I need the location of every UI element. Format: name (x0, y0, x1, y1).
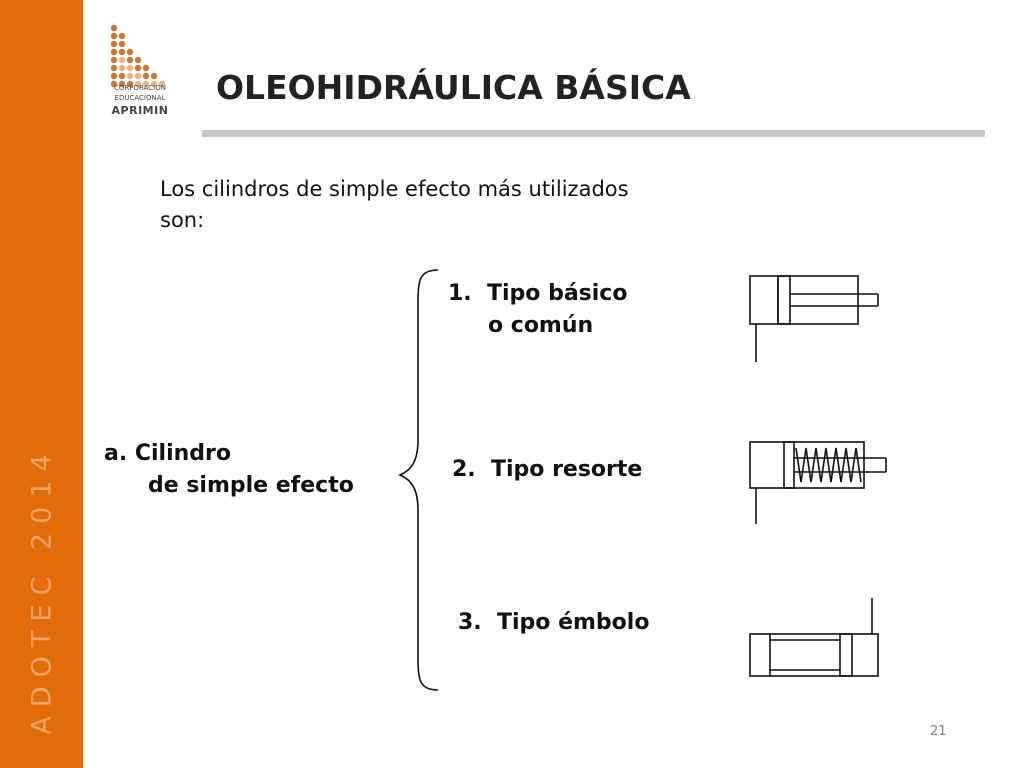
page-title: OLEOHIDRÁULICA BÁSICA (216, 68, 691, 107)
curly-brace-icon (400, 270, 438, 690)
option-line-1: Tipo émbolo (497, 610, 650, 635)
option-number: 3. (458, 610, 482, 635)
page-number: 21 (930, 724, 947, 739)
category-line-1: Cilindro (134, 441, 232, 466)
sidebar-watermark: ADOTEC 2014 (26, 445, 58, 735)
logo-line-2: EDUCACIONAL (114, 94, 166, 102)
logo-line-3: APRIMIN (111, 104, 169, 117)
cylinder-basic-icon (750, 276, 878, 362)
category-line-2: de simple efecto (148, 473, 354, 498)
category-marker: a. (104, 441, 128, 466)
intro-text: Los cilindros de simple efecto más utilizados son: (160, 177, 629, 232)
logo-line-1: CORPORACION (114, 84, 166, 92)
option-number: 1. (448, 281, 472, 306)
option-line-2: o común (488, 313, 594, 338)
option-line-1: Tipo resorte (491, 457, 643, 482)
option-number: 2. (452, 457, 476, 482)
cylinder-spring-icon (750, 442, 886, 524)
cylinder-plunger-icon (750, 598, 878, 676)
option-line-1: Tipo básico (487, 281, 628, 306)
